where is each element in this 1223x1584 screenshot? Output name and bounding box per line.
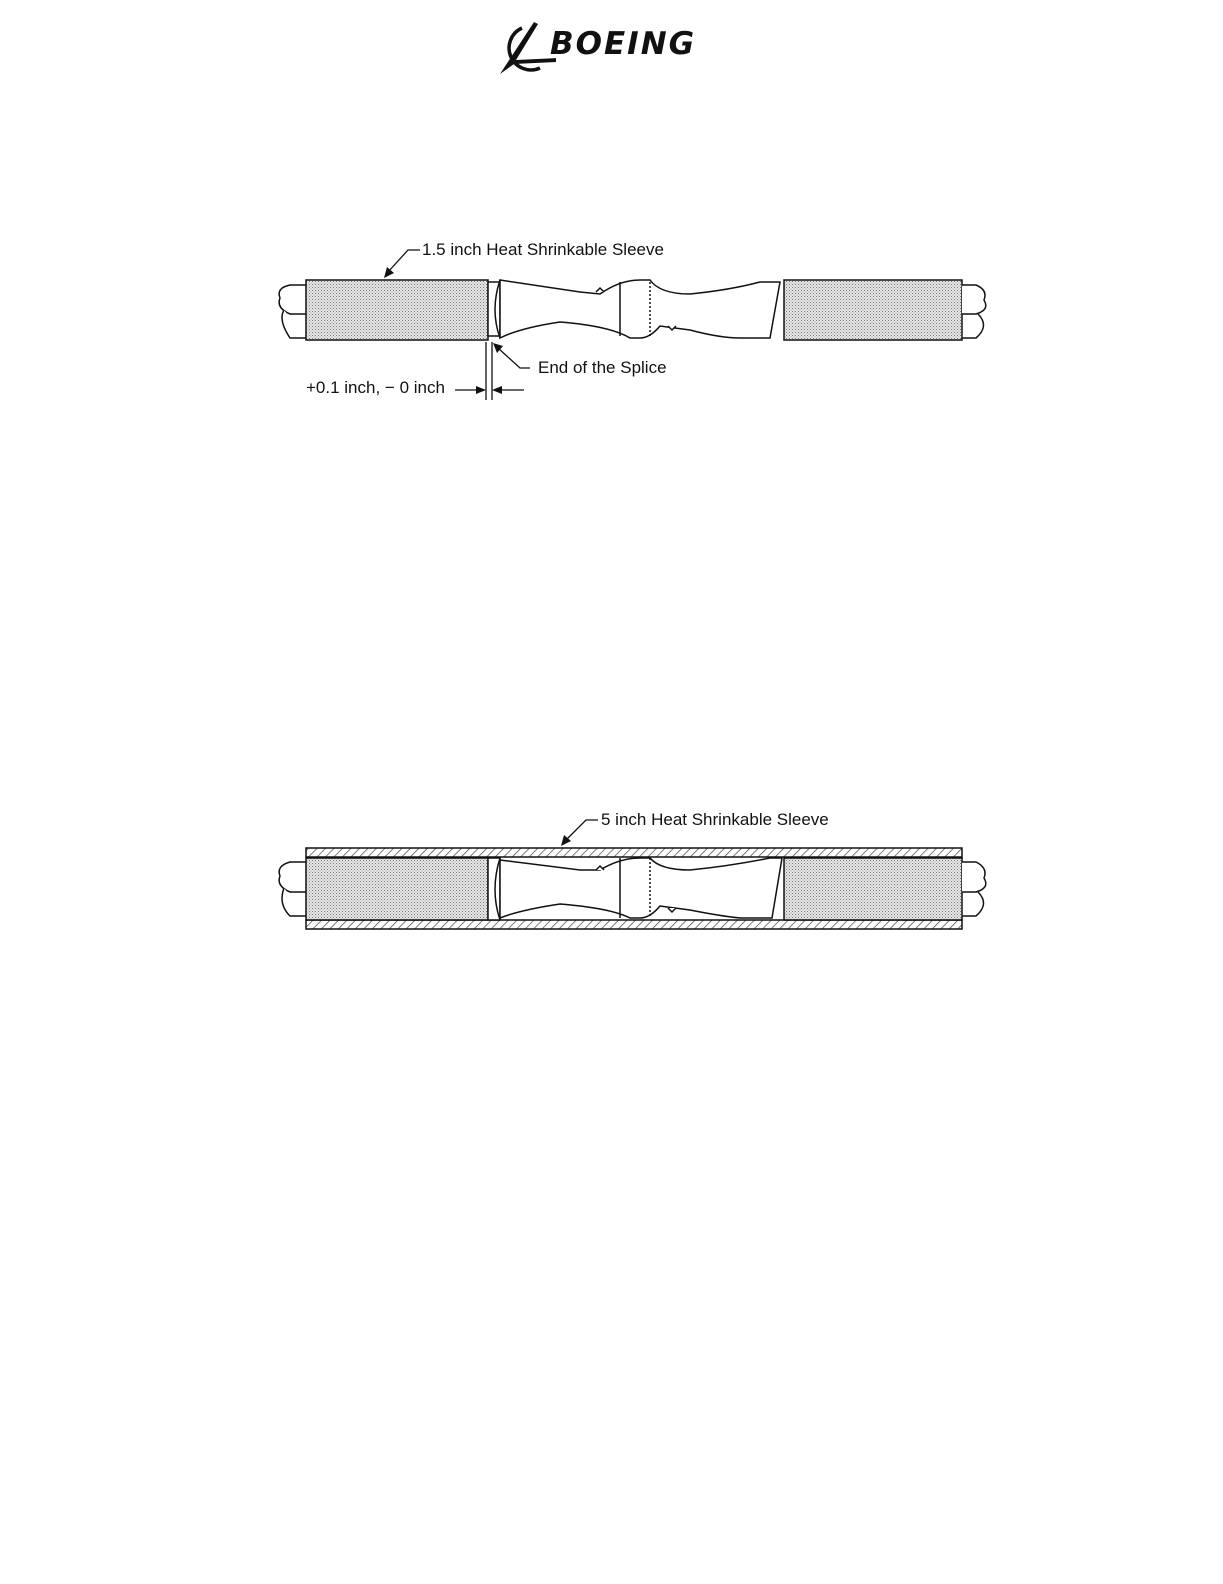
splice-body [488,858,782,920]
right-insulation [784,858,962,920]
figure-long-sleeve [0,800,1223,950]
splice-body [488,280,780,338]
long-sleeve-leader-line [566,820,598,840]
right-wire [962,285,986,338]
boeing-wordmark: BOEING [550,26,697,62]
left-insulation [306,858,488,920]
sleeve-leader-line [388,250,420,272]
long-sleeve-top-wall [306,848,962,857]
left-wire [279,285,306,338]
right-insulation [784,280,962,340]
tolerance-arrow-left [476,386,486,394]
tolerance-label: +0.1 inch, − 0 inch [306,378,445,397]
boeing-symbol-icon [496,20,556,78]
tolerance-arrow-right [492,386,502,394]
sleeve-leader-arrow [384,267,394,278]
splice-end-label: End of the Splice [538,358,667,377]
tolerance-dimension [455,342,524,400]
boeing-logo [496,20,728,78]
left-wire [279,862,306,916]
right-wire [962,862,986,916]
splice-end-leader-line [498,348,530,368]
long-sleeve-bottom-wall [306,920,962,929]
long-sleeve-label: 5 inch Heat Shrinkable Sleeve [601,810,829,829]
left-insulation [306,280,488,340]
figure-short-sleeve [0,230,1223,420]
short-sleeve-label: 1.5 inch Heat Shrinkable Sleeve [422,240,664,259]
